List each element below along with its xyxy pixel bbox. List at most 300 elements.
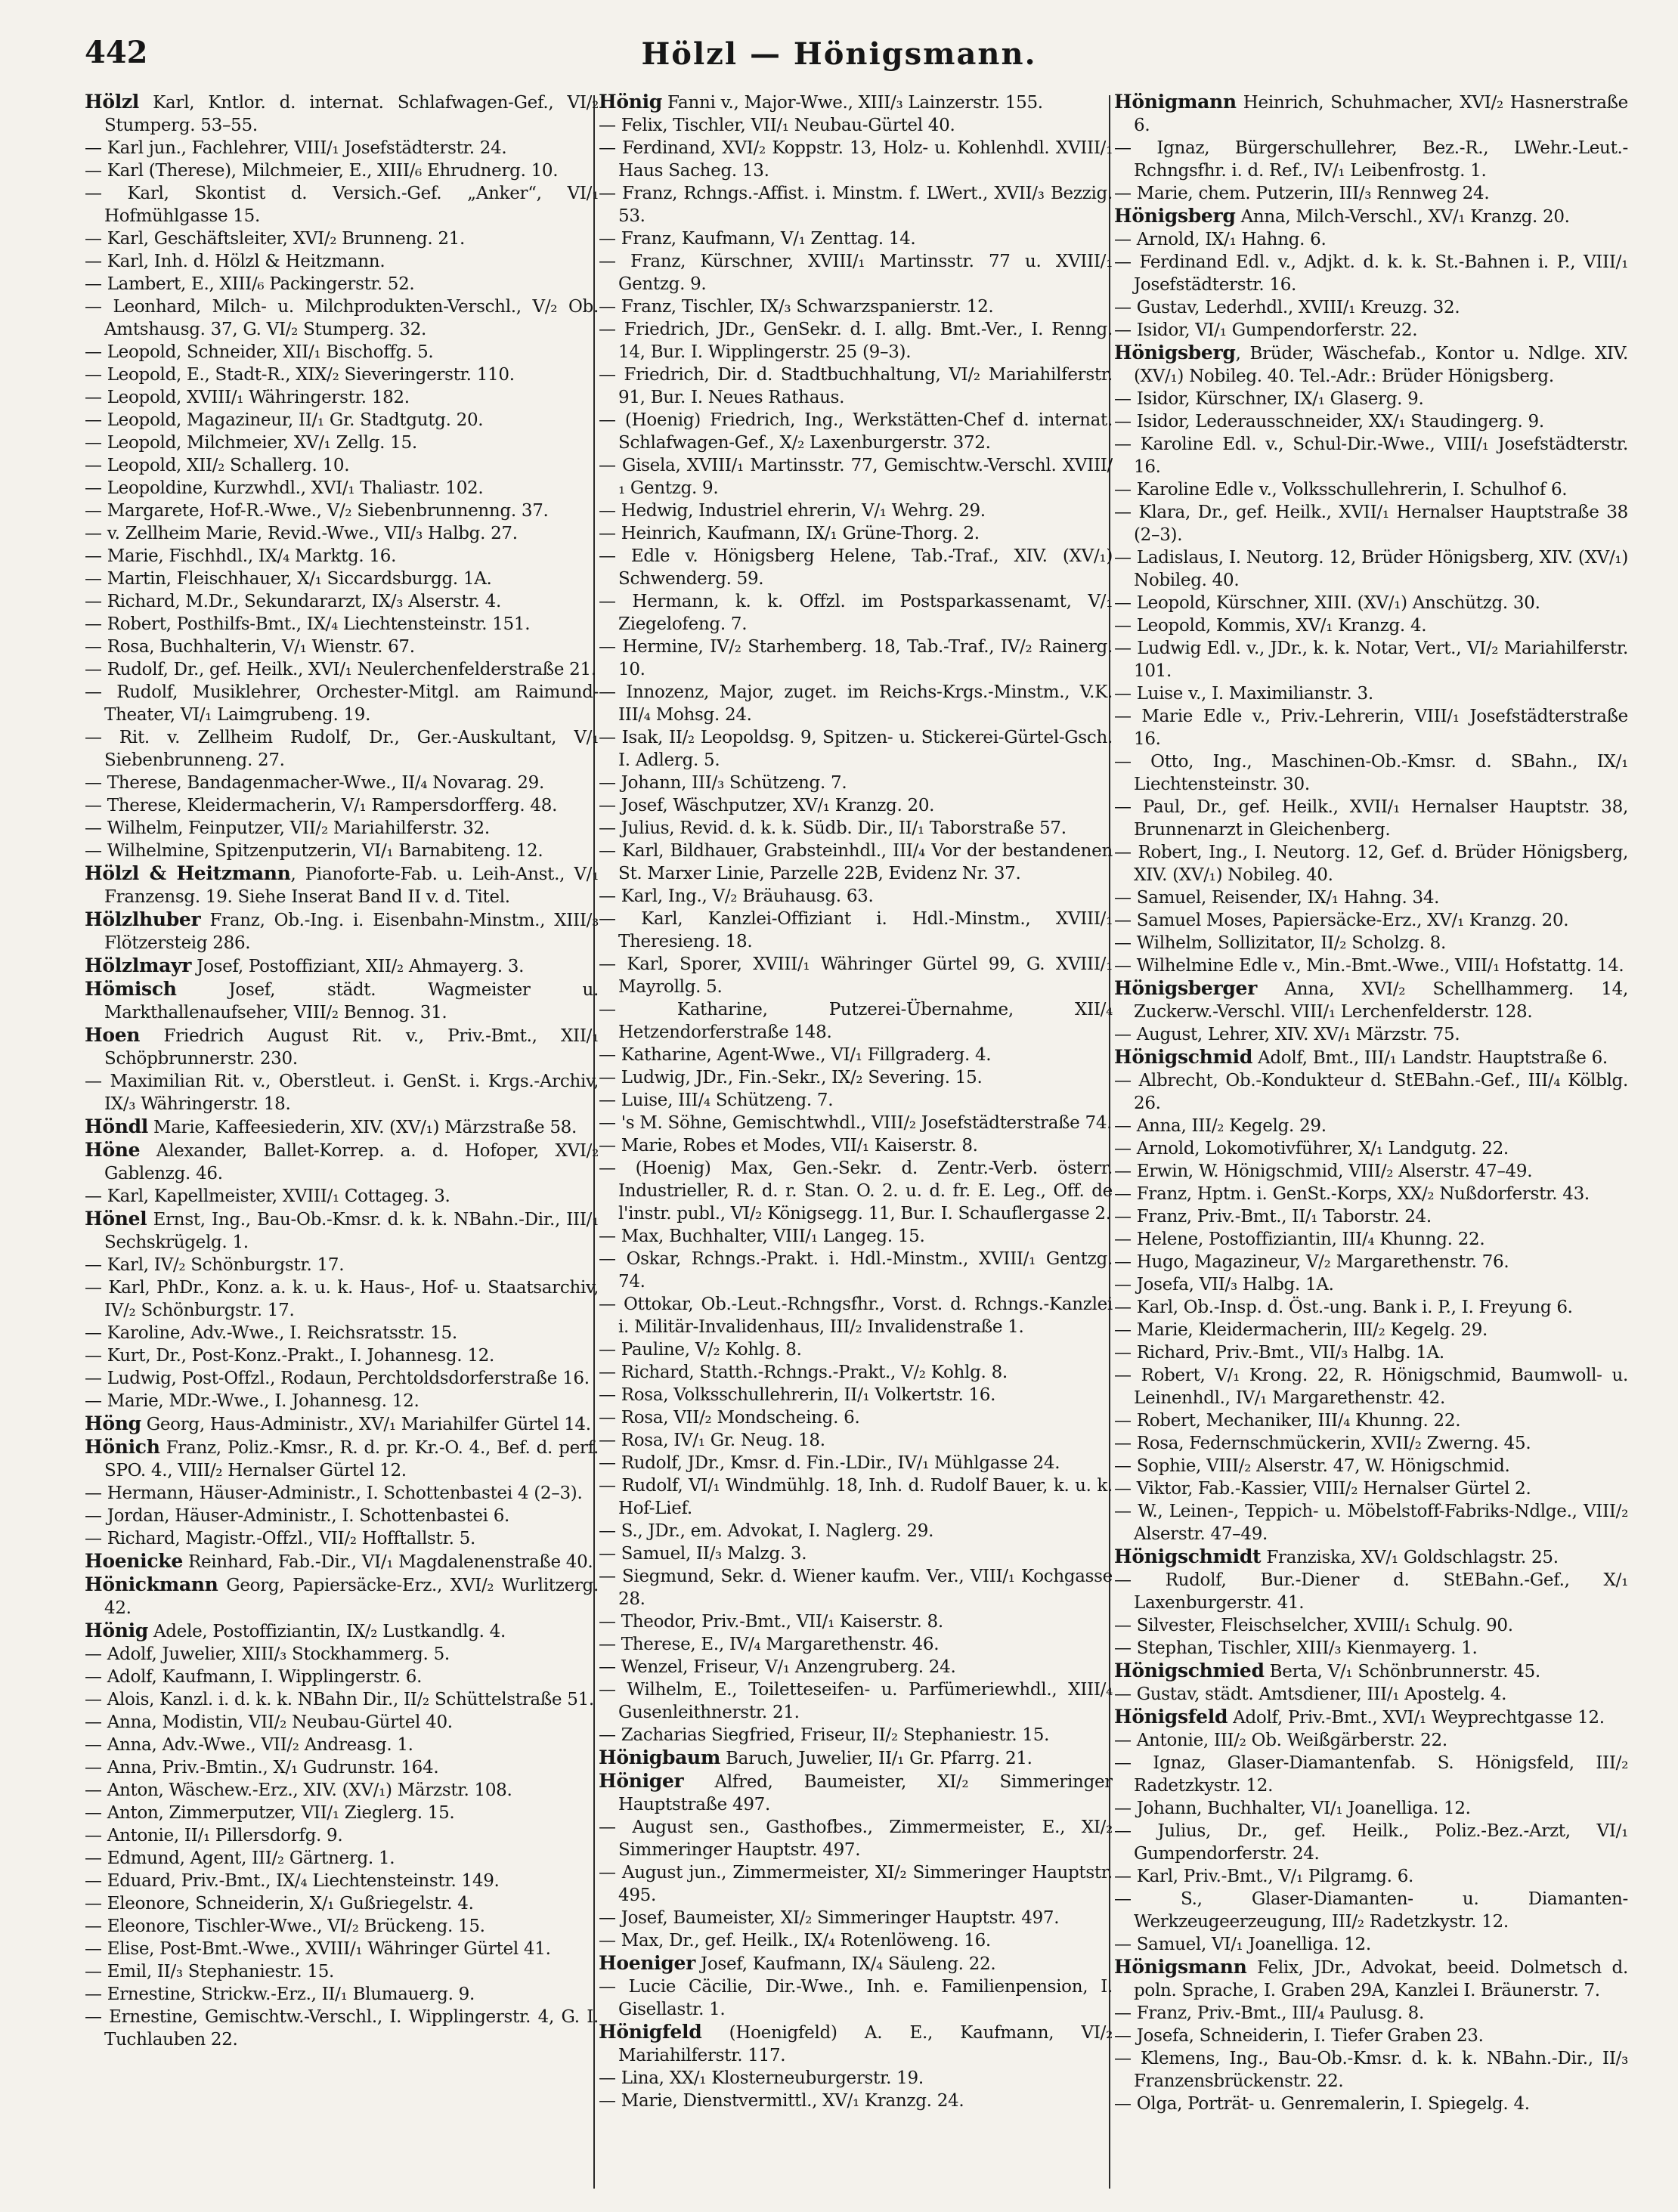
entry-surname: Hönigmann [1114, 91, 1237, 113]
directory-entry [1114, 750, 1628, 796]
directory-entry [599, 1724, 1113, 1746]
entry-text: — Karl, Sporer, XVIII/₁ Währinger Gürtel 99, G. XVIII/₁ Mayrollg. 5. [599, 954, 1113, 997]
entry-text: — Franz, Tischler, IX/₃ Schwarzspanierstr. 12. [599, 297, 994, 317]
entry-text: — Isidor, VI/₁ Gumpendorferstr. 22. [1114, 320, 1418, 340]
directory-entry [85, 1915, 599, 1938]
entry-text: — Erwin, W. Hönigschmid, VIII/₂ Alserstr. 47–49. [1114, 1162, 1533, 1181]
entry-text: — Franz, Rchngs.-Affist. i. Minstm. f. LWert., XVII/₃ Bezzig. 53. [599, 184, 1113, 226]
entry-text: — Isak, II/₂ Leopoldsg. 9, Spitzen- u. Stickerei-Gürtel-Gsch. I. Adlerg. 5. [599, 728, 1113, 770]
directory-entry [1114, 1956, 1628, 2002]
entry-text: — Rit. v. Zellheim Rudolf, Dr., Ger.-Auskultant, V/₁ Siebenbrunneng. 27. [85, 728, 599, 770]
entry-surname: Hönigsmann [1114, 1956, 1247, 1978]
entry-text: — Wilhelmine Edle v., Min.-Bmt.-Wwe., VIII/₁ Hofstattg. 14. [1114, 956, 1624, 976]
directory-entry [1114, 1614, 1628, 1637]
entry-text: — Katharine, Agent-Wwe., VI/₁ Fillgraderg. 4. [599, 1045, 992, 1065]
entry-text: — Felix, Tischler, VII/₁ Neubau-Gürtel 40. [599, 116, 955, 135]
directory-entry [1114, 1319, 1628, 1341]
entry-text: Ernst, Ing., Bau-Ob.-Kmsr. d. k. k. NBahn.-Dir., III/₁ Sechskrügelg. 1. [104, 1210, 599, 1252]
directory-entry [1114, 342, 1628, 388]
entry-text: — Edle v. Hönigsberg Helene, Tab.-Traf., XIV. (XV/₁) Schwenderg. 59. [599, 546, 1113, 589]
entry-text: — Marie, chem. Putzerin, III/₃ Rennweg 24. [1114, 184, 1490, 203]
entry-text: — Johann, III/₃ Schützeng. 7. [599, 773, 847, 793]
directory-entry [85, 137, 599, 159]
entry-text: — Therese, Kleidermacherin, V/₁ Rampersdorfferg. 48. [85, 796, 558, 815]
entry-text: — Helene, Postoffiziantin, III/₄ Khunng. 22. [1114, 1230, 1485, 1249]
directory-entry [599, 1225, 1113, 1248]
entry-text: Franziska, XV/₁ Goldschlagstr. 25. [1261, 1548, 1559, 1567]
directory-entry [1114, 1183, 1628, 1205]
directory-entry [85, 1573, 599, 1620]
directory-entry [85, 840, 599, 862]
directory-entry [1114, 1729, 1628, 1752]
entry-surname: Hönigsfeld [1114, 1706, 1228, 1728]
directory-entry [599, 1542, 1113, 1565]
directory-entry [1114, 977, 1628, 1023]
directory-entry [1114, 1637, 1628, 1660]
entry-text: — Franz, Priv.-Bmt., II/₁ Taborstr. 24. [1114, 1207, 1432, 1227]
entry-text: — Luise v., I. Maximilianstr. 3. [1114, 684, 1373, 704]
entry-text: — Wilhelmine, Spitzenputzerin, VI/₁ Barnabiteng. 12. [85, 841, 543, 861]
entry-text: Reinhard, Fab.-Dir., VI/₁ Magdalenenstraße 40. [182, 1552, 593, 1572]
directory-entry [1114, 705, 1628, 750]
directory-entry [599, 1907, 1113, 1929]
entry-text: — Martin, Fleischhauer, X/₁ Siccardsburgg. 1A. [85, 569, 492, 589]
directory-entry [599, 1633, 1113, 1656]
entry-text: — (Hoenig) Friedrich, Ing., Werkstätten-Chef d. internat. Schlafwagen-Gef., X/₂ Laxenburgerstr. 372. [599, 410, 1113, 453]
entry-text: — Karl, Ing., V/₂ Bräuhausg. 63. [599, 886, 874, 906]
directory-entry [599, 1975, 1113, 2021]
entry-text: — Rosa, Buchhalterin, V/₁ Wienstr. 67. [85, 637, 415, 657]
entry-text: — Josef, Baumeister, XI/₂ Simmeringer Hauptstr. 497. [599, 1908, 1060, 1928]
directory-entry [85, 477, 599, 500]
entry-text: — Maximilian Rit. v., Oberstleut. i. GenSt. i. Krgs.-Archiv, IX/₃ Währingerstr. 18. [85, 1072, 599, 1114]
entry-text: Anna, Milch-Verschl., XV/₁ Kranzg. 20. [1235, 207, 1570, 227]
entry-text: Josef, Kaufmann, IX/₄ Säuleng. 22. [695, 1954, 996, 1974]
entry-text: Alfred, Baumeister, XI/₂ Simmeringer Hauptstraße 497. [618, 1772, 1113, 1814]
entry-text: — Marie, Robes et Modes, VII/₁ Kaiserstr. 8. [599, 1136, 978, 1155]
directory-entry [85, 545, 599, 568]
entry-surname: Höniger [599, 1770, 684, 1792]
directory-entry [599, 522, 1113, 545]
directory-entry [1114, 137, 1628, 182]
entry-text: — Karl, Skontist d. Versich.-Gef. „Anker“, VI/₁ Hofmühlgasse 15. [85, 184, 599, 226]
directory-entry [599, 953, 1113, 998]
entry-text: — Julius, Revid. d. k. k. Südb. Dir., II/₁ Taborstraße 57. [599, 818, 1067, 838]
entry-text: — Karl, Ob.-Insp. d. Öst.-ung. Bank i. P., I. Freyung 6. [1114, 1298, 1573, 1317]
entry-text: — Therese, E., IV/₄ Margarethenstr. 46. [599, 1635, 940, 1654]
entry-text: — Karl, Bildhauer, Grabsteinhdl., III/₄ Vor der bestandenen St. Marxer Linie, Parzelle 22B, Evidenz Nr. 37. [599, 841, 1113, 883]
directory-entry [85, 1666, 599, 1688]
entry-text: — Karl jun., Fachlehrer, VIII/₁ Josefstädterstr. 24. [85, 138, 507, 158]
directory-entry [85, 1938, 599, 1960]
directory-entry [85, 978, 599, 1024]
entry-text: — Ottokar, Ob.-Leut.-Rchngsfhr., Vorst. d. Rchngs.-Kanzlei i. Militär-Invalidenhaus, III/₂ Invalidenstraße 1. [599, 1295, 1113, 1337]
directory-entry [85, 1254, 599, 1276]
entry-text: — Franz, Priv.-Bmt., III/₄ Paulusg. 8. [1114, 2003, 1424, 2023]
entry-text: — Gustav, städt. Amtsdiener, III/₁ Apostelg. 4. [1114, 1685, 1507, 1704]
directory-entry [85, 250, 599, 273]
directory-entry [85, 1847, 599, 1870]
entry-text: — Silvester, Fleischselcher, XVIII/₁ Schulg. 90. [1114, 1616, 1513, 1635]
directory-entry [85, 1711, 599, 1734]
entry-text: — Lucie Cäcilie, Dir.-Wwe., Inh. e. Familienpension, I. Gisellastr. 1. [599, 1977, 1113, 2019]
entry-text: — Leopold, Magazineur, II/₁ Gr. Stadtgutg. 20. [85, 410, 484, 430]
directory-entry [599, 1293, 1113, 1338]
entry-text: — Eduard, Priv.-Bmt., IX/₄ Liechtensteinstr. 149. [85, 1871, 500, 1891]
entry-text: — Rosa, IV/₁ Gr. Neug. 18. [599, 1431, 825, 1450]
entry-text: — Ferdinand, XVI/₂ Koppstr. 13, Holz- u. Kohlenhdl. XVIII/₁ Haus Sacheg. 13. [599, 138, 1113, 181]
entry-surname: Hömisch [85, 978, 177, 1000]
entry-text: — Rudolf, Bur.-Diener d. StEBahn.-Gef., X/₁ Laxenburgerstr. 41. [1114, 1570, 1628, 1613]
entry-surname: Hönigsberger [1114, 977, 1258, 999]
entry-text: — Wilhelm, E., Toiletteseifen- u. Parfümeriewhdl., XIII/₄ Gusenleithnerstr. 21. [599, 1680, 1113, 1722]
entry-text: — August jun., Zimmermeister, XI/₂ Simmeringer Hauptstr. 495. [599, 1863, 1113, 1905]
directory-entry [85, 1550, 599, 1573]
directory-entry [599, 500, 1113, 522]
directory-entry [1114, 205, 1628, 228]
entry-surname: Hönigschmied [1114, 1660, 1265, 1681]
entry-text: — Isidor, Kürschner, IX/₁ Glaserg. 9. [1114, 389, 1424, 409]
entry-text: — Karl, IV/₂ Schönburgstr. 17. [85, 1255, 345, 1275]
entry-text: Anna, XVI/₂ Schellhammerg. 14, Zuckerw.-Verschl. VIII/₁ Lerchenfelderstr. 128. [1134, 979, 1628, 1022]
entry-text: — Karl, Kapellmeister, XVIII/₁ Cottageg. 3. [85, 1186, 450, 1206]
entry-text: — Eleonore, Schneiderin, X/₁ Gußriegelstr. 4. [85, 1894, 474, 1913]
directory-entry [599, 1952, 1113, 1975]
entry-text: — Rosa, VII/₂ Mondscheing. 6. [599, 1408, 860, 1428]
entry-text: — Pauline, V/₂ Kohlg. 8. [599, 1340, 802, 1360]
directory-entry [599, 2067, 1113, 2090]
entry-text: — Franz, Kürschner, XVIII/₁ Martinsstr. 77 u. XVIII/₁ Gentzg. 9. [599, 252, 1113, 294]
entry-text: — Karl, Geschäftsleiter, XVI/₂ Brunneng. 21. [85, 229, 466, 249]
entry-text: — Leopoldine, Kurzwhdl., XVI/₁ Thaliastr. 102. [85, 478, 484, 498]
entry-text: — Karl, Priv.-Bmt., V/₁ Pilgramg. 6. [1114, 1867, 1414, 1886]
directory-entry [85, 386, 599, 409]
entry-surname: Hoeniger [599, 1952, 696, 1974]
entry-text: — Karl (Therese), Milchmeier, E., XIII/₆ Ehrudnerg. 10. [85, 161, 559, 181]
directory-entry [599, 1338, 1113, 1361]
entry-text: Josef, Postoffiziant, XII/₂ Ahmayerg. 3. [191, 957, 525, 976]
entry-text: — (Hoenig) Max, Gen.-Sekr. d. Zentr.-Verb. österr. Industrieller, R. d. r. Stan. O. 2. u. d. fr. E. Leg., Off. de l'instr. publ., VI/₂ Königsegg. 11, Bur. I. Schauflergasse 2. [599, 1159, 1113, 1224]
entry-text: — Franz, Hptm. i. GenSt.-Korps, XX/₂ Nußdorferstr. 43. [1114, 1184, 1590, 1204]
entry-surname: Hönigsberg [1114, 205, 1236, 227]
directory-entry [1114, 1296, 1628, 1319]
directory-entry [1114, 319, 1628, 342]
entry-text: — Heinrich, Kaufmann, IX/₁ Grüne-Thorg. 2. [599, 524, 980, 543]
directory-entry [599, 545, 1113, 590]
entry-text: , Brüder, Wäschefab., Kontor u. Ndlge. XIV. (XV/₁) Nobileg. 40. Tel.-Adr.: Brüder Hönigsberg. [1134, 344, 1628, 386]
directory-entry [1114, 478, 1628, 501]
entry-text: — Leopold, XVIII/₁ Währingerstr. 182. [85, 388, 410, 407]
entry-text: — Hermine, IV/₂ Starhemberg. 18, Tab.-Traf., IV/₂ Rainerg. 10. [599, 637, 1113, 679]
entry-text: — Julius, Dr., gef. Heilk., Poliz.-Bez.-Arzt, VI/₁ Gumpendorferstr. 24. [1114, 1821, 1628, 1864]
entry-text: — Leopold, E., Stadt-R., XIX/₂ Sieveringerstr. 110. [85, 365, 515, 385]
directory-entry [599, 295, 1113, 318]
directory-entry [1114, 1251, 1628, 1273]
directory-entry [85, 1505, 599, 1527]
directory-entry [85, 1482, 599, 1505]
entry-text: — Edmund, Agent, III/₂ Gärtnerg. 1. [85, 1848, 395, 1868]
directory-entry [1114, 1069, 1628, 1115]
entry-text: — Jordan, Häuser-Administr., I. Schottenbastei 6. [85, 1506, 510, 1526]
entry-text: — Anna, III/₂ Kegelg. 29. [1114, 1116, 1327, 1136]
directory-entry [85, 182, 599, 227]
directory-entry [85, 817, 599, 840]
entry-text: — Margarete, Hof-R.-Wwe., V/₂ Siebenbrunnenng. 37. [85, 501, 549, 521]
directory-entry [85, 681, 599, 726]
entry-text: — Leopold, XII/₂ Schallerg. 10. [85, 456, 350, 475]
entry-text: — Marie, Dienstvermittl., XV/₁ Kranzg. 24. [599, 2091, 964, 2111]
directory-entry [599, 1044, 1113, 1066]
directory-entry [85, 2006, 599, 2051]
directory-entry [1114, 2093, 1628, 2115]
directory-entry [85, 295, 599, 341]
directory-entry [85, 794, 599, 817]
running-head: Hölzl — Hönigsmann. [641, 36, 1037, 72]
entry-text: — Adolf, Juwelier, XIII/₃ Stockhammerg. 5. [85, 1644, 450, 1664]
directory-entry [599, 1248, 1113, 1293]
directory-entry [1114, 1137, 1628, 1160]
directory-entry [599, 817, 1113, 840]
directory-entry [599, 1861, 1113, 1907]
directory-entry [1114, 228, 1628, 251]
entry-text: — Ignaz, Glaser-Diamantenfab. S. Hönigsfeld, III/₂ Radetzkystr. 12. [1114, 1753, 1628, 1796]
entry-surname: Hölzlhuber [85, 908, 201, 930]
entry-text: — Marie, MDr.-Wwe., I. Johannesg. 12. [85, 1391, 420, 1411]
entry-text: — S., Glaser-Diamanten- u. Diamanten-Werkzeugeerzeugung, III/₂ Radetzkystr. 12. [1114, 1889, 1628, 1932]
entry-surname: Hönig [599, 91, 662, 113]
entry-surname: Hönel [85, 1208, 147, 1230]
entry-text: — Antonie, III/₂ Ob. Weißgärberstr. 22. [1114, 1731, 1447, 1750]
entry-surname: Hoen [85, 1024, 141, 1046]
entry-text: — Anna, Modistin, VII/₂ Neubau-Gürtel 40. [85, 1712, 453, 1732]
entry-text: — Leopold, Kürschner, XIII. (XV/₁) Anschützg. 30. [1114, 593, 1540, 613]
directory-entry [85, 91, 599, 137]
entry-text: — Friedrich, Dir. d. Stadtbuchhaltung, VI/₂ Mariahilferstr. 91, Bur. I. Neues Rathaus. [599, 365, 1113, 407]
directory-entry [1114, 682, 1628, 705]
entry-text: — Friedrich, JDr., GenSekr. d. I. allg. Bmt.-Ver., I. Renng. 14, Bur. I. Wipplingerstr. 25 (9–3). [599, 320, 1113, 362]
entry-text: Georg, Papiersäcke-Erz., XVI/₂ Wurlitzerg. 42. [104, 1576, 599, 1618]
entry-text: — Olga, Porträt- u. Genremalerin, I. Spiegelg. 4. [1114, 2094, 1530, 2114]
directory-entry [599, 681, 1113, 726]
directory-entry [1114, 1364, 1628, 1409]
directory-entry [599, 1452, 1113, 1474]
entry-text: — Richard, Statth.-Rchngs.-Prakt., V/₂ Kohlg. 8. [599, 1363, 1008, 1382]
entry-text: — Adolf, Kaufmann, I. Wipplingerstr. 6. [85, 1667, 423, 1687]
directory-entry [85, 1892, 599, 1915]
entry-text: — Wilhelm, Feinputzer, VII/₂ Mariahilferstr. 32. [85, 818, 490, 838]
entry-text: — Karl, Inh. d. Hölzl & Heitzmann. [85, 252, 385, 271]
entry-text: — Sophie, VIII/₂ Alserstr. 47, W. Hönigschmid. [1114, 1456, 1510, 1476]
directory-entry [599, 998, 1113, 1044]
directory-entry [1114, 2047, 1628, 2093]
directory-entry [85, 227, 599, 250]
directory-entry [599, 1929, 1113, 1952]
directory-entry [599, 1678, 1113, 1724]
directory-entry [85, 1367, 599, 1390]
directory-entry [85, 1802, 599, 1824]
directory-entry [599, 1429, 1113, 1452]
entry-text: — Robert, Mechaniker, III/₄ Khunng. 22. [1114, 1411, 1461, 1431]
directory-entry [85, 772, 599, 794]
entry-text: — Arnold, IX/₁ Hahng. 6. [1114, 230, 1327, 249]
directory-entry [1114, 501, 1628, 546]
directory-entry [85, 613, 599, 636]
entry-text: — Ernestine, Strickw.-Erz., II/₁ Blumauerg. 9. [85, 1985, 475, 2004]
entry-surname: Höne [85, 1139, 141, 1161]
directory-entry [1114, 637, 1628, 682]
directory-entry [85, 364, 599, 386]
entry-text: — Ferdinand Edl. v., Adjkt. d. k. k. St.-Bahnen i. P., VIII/₁ Josefstädterstr. 16. [1114, 252, 1628, 295]
entry-text: — Rosa, Federnschmückerin, XVII/₂ Zwerng. 45. [1114, 1434, 1531, 1453]
entry-text: — Karoline Edl. v., Schul-Dir.-Wwe., VIII/₁ Josefstädterstr. 16. [1114, 435, 1628, 477]
directory-entry [599, 1089, 1113, 1112]
directory-entry [599, 1565, 1113, 1610]
entry-text: — Richard, Priv.-Bmt., VII/₃ Halbg. 1A. [1114, 1343, 1444, 1363]
directory-entry [1114, 388, 1628, 410]
directory-entry [599, 1520, 1113, 1542]
directory-entry [599, 590, 1113, 636]
directory-entry [1114, 1160, 1628, 1183]
entry-text: — Kurt, Dr., Post-Konz.-Prakt., I. Johannesg. 12. [85, 1346, 494, 1366]
entry-text: — Robert, Ing., I. Neutorg. 12, Gef. d. Brüder Hönigsberg, XIV. (XV/₁) Nobileg. 40. [1114, 843, 1628, 885]
directory-entry [1114, 592, 1628, 614]
entry-text: — Emil, II/₃ Stephaniestr. 15. [85, 1962, 335, 1982]
directory-entry [1114, 1865, 1628, 1888]
directory-entry [599, 1474, 1113, 1520]
entry-text: — Hugo, Magazineur, V/₂ Margarethenstr. 76. [1114, 1252, 1509, 1272]
directory-entry [599, 250, 1113, 295]
entry-surname: Hönigsberg [1114, 342, 1236, 364]
directory-entry [1114, 1273, 1628, 1296]
entry-surname: Hönigschmidt [1114, 1545, 1262, 1567]
directory-entry [85, 1412, 599, 1436]
directory-entry [599, 137, 1113, 182]
directory-entry [85, 1436, 599, 1482]
entry-text: — Marie Edle v., Priv.-Lehrerin, VIII/₁ Josefstädterstraße 16. [1114, 707, 1628, 749]
directory-entry [85, 1734, 599, 1756]
directory-entry [85, 1115, 599, 1139]
directory-entry [85, 1185, 599, 1208]
directory-entry [1114, 1706, 1628, 1729]
directory-entry [85, 1276, 599, 1322]
directory-entry [1114, 1409, 1628, 1432]
entry-text: — Ludwig, Post-Offzl., Rodaun, Perchtoldsdorferstraße 16. [85, 1369, 590, 1388]
directory-entry [85, 1960, 599, 1983]
directory-entry [1114, 1660, 1628, 1683]
directory-entry [85, 1208, 599, 1254]
directory-entry [85, 1756, 599, 1779]
directory-entry [599, 1406, 1113, 1429]
directory-entry [85, 908, 599, 954]
entry-text: — Max, Dr., gef. Heilk., IX/₄ Rotenlöweng. 16. [599, 1931, 991, 1951]
column-1 [85, 91, 599, 2199]
directory-entry [85, 522, 599, 545]
entry-text: — Rudolf, Dr., gef. Heilk., XVI/₁ Neulerchenfelderstraße 21. [85, 660, 596, 679]
entry-surname: Hönig [85, 1620, 148, 1641]
entry-text: — Theodor, Priv.-Bmt., VII/₁ Kaiserstr. 8. [599, 1612, 943, 1632]
directory-entry [85, 590, 599, 613]
entry-text: — Eleonore, Tischler-Wwe., VI/₂ Brückeng. 15. [85, 1917, 485, 1936]
directory-entry [599, 1770, 1113, 1816]
directory-entry [599, 182, 1113, 227]
directory-entry [85, 1139, 599, 1185]
entry-text: — v. Zellheim Marie, Revid.-Wwe., VII/₃ Halbg. 27. [85, 524, 518, 543]
directory-entry [1114, 251, 1628, 296]
entry-text: — Katharine, Putzerei-Übernahme, XII/₄ Hetzendorferstraße 148. [599, 1000, 1113, 1042]
directory-entry [85, 432, 599, 454]
entry-text: Karl, Kntlor. d. internat. Schlafwagen-Gef., VI/₂ Stumperg. 53–55. [104, 93, 599, 135]
entry-text: — Karoline Edle v., Volksschullehrerin, I. Schulhof 6. [1114, 480, 1568, 500]
page-number: 442 [85, 35, 148, 70]
entry-text: — Therese, Bandagenmacher-Wwe., II/₄ Novarag. 29. [85, 773, 544, 793]
entry-text: — Wenzel, Friseur, V/₁ Anzengruberg. 24. [599, 1657, 956, 1677]
directory-entry [599, 364, 1113, 409]
directory-entry [85, 1070, 599, 1115]
entry-surname: Hönich [85, 1436, 160, 1458]
page-header [0, 30, 1678, 76]
entry-surname: Höndl [85, 1115, 148, 1137]
directory-entry [85, 500, 599, 522]
directory-entry [85, 159, 599, 182]
directory-entry [1114, 841, 1628, 886]
entry-text: — Karoline, Adv.-Wwe., I. Reichsratsstr. 15. [85, 1323, 457, 1343]
entry-text: — Hermann, k. k. Offzl. im Postsparkassenamt, V/₁ Ziegelofeng. 7. [599, 592, 1113, 634]
entry-text: — Leonhard, Milch- u. Milchprodukten-Verschl., V/₂ Ob. Amtshausg. 37, G. VI/₂ Stumperg. 32. [85, 297, 599, 339]
entry-surname: Hönigschmid [1114, 1046, 1253, 1068]
entry-text: — Alois, Kanzl. i. d. k. k. NBahn Dir., II/₂ Schüttelstraße 51. [85, 1690, 594, 1709]
entry-text: — Arnold, Lokomotivführer, X/₁ Landgutg. 22. [1114, 1139, 1509, 1159]
entry-surname: Hönickmann [85, 1573, 218, 1595]
entry-text: Friedrich August Rit. v., Priv.-Bmt., XII/₁ Schöpbrunnerstr. 230. [104, 1026, 599, 1069]
directory-entry [85, 454, 599, 477]
directory-entry [85, 726, 599, 772]
directory-entry [1114, 2025, 1628, 2047]
entry-text: — Klara, Dr., gef. Heilk., XVII/₁ Hernalser Hauptstraße 38 (2–3). [1114, 503, 1628, 545]
entry-text: — Leopold, Schneider, XII/₁ Bischoffg. 5. [85, 342, 434, 362]
entry-text: Marie, Kaffeesiederin, XIV. (XV/₁) Märzstraße 58. [147, 1118, 577, 1137]
directory-entry [85, 1527, 599, 1550]
entry-text: — Gustav, Lederhdl., XVIII/₁ Kreuzg. 32. [1114, 298, 1460, 317]
entry-text: — Hedwig, Industriel ehrerin, V/₁ Wehrg. 29. [599, 501, 986, 521]
entry-text: Baruch, Juwelier, II/₁ Gr. Pfarrg. 21. [720, 1749, 1032, 1768]
directory-entry [85, 1620, 599, 1643]
entry-text: — Josefa, Schneiderin, I. Tiefer Graben 23. [1114, 2026, 1484, 2046]
directory-entry [1114, 1205, 1628, 1228]
directory-entry [1114, 433, 1628, 478]
entry-text: — Rosa, Volksschullehrerin, II/₁ Volkertstr. 16. [599, 1385, 996, 1405]
entry-text: — Rudolf, VI/₁ Windmühlg. 18, Inh. d. Rudolf Bauer, k. u. k. Hof-Lief. [599, 1476, 1113, 1518]
directory-entry [599, 1361, 1113, 1384]
entry-text: — Robert, Posthilfs-Bmt., IX/₄ Liechtensteinstr. 151. [85, 614, 531, 634]
entry-text: — Gisela, XVIII/₁ Martinsstr. 77, Gemischtw.-Verschl. XVIII/₁ Gentzg. 9. [599, 456, 1113, 498]
entry-text: — Paul, Dr., gef. Heilk., XVII/₁ Hernalser Hauptstr. 38, Brunnenarzt in Gleichenberg. [1114, 797, 1628, 840]
directory-entry [1114, 1228, 1628, 1251]
entry-text: Berta, V/₁ Schönbrunnerstr. 45. [1264, 1662, 1540, 1681]
directory-entry [599, 114, 1113, 137]
entry-text: — Leopold, Milchmeier, XV/₁ Zellg. 15. [85, 433, 417, 453]
entry-text: — August, Lehrer, XIV. XV/₁ Märzstr. 75. [1114, 1025, 1460, 1044]
entry-surname: Hönigfeld [599, 2021, 702, 2043]
directory-entry [1114, 1820, 1628, 1865]
entry-text: — Siegmund, Sekr. d. Wiener kaufm. Ver., VIII/₁ Kochgasse 28. [599, 1567, 1113, 1609]
entry-text: — Josef, Wäschputzer, XV/₁ Kranzg. 20. [599, 796, 935, 815]
entry-surname: Hölzl [85, 91, 139, 113]
directory-entry [85, 954, 599, 978]
directory-entry [599, 1610, 1113, 1633]
directory-entry [85, 409, 599, 432]
directory-entry [599, 318, 1113, 364]
directory-entry [85, 1779, 599, 1802]
